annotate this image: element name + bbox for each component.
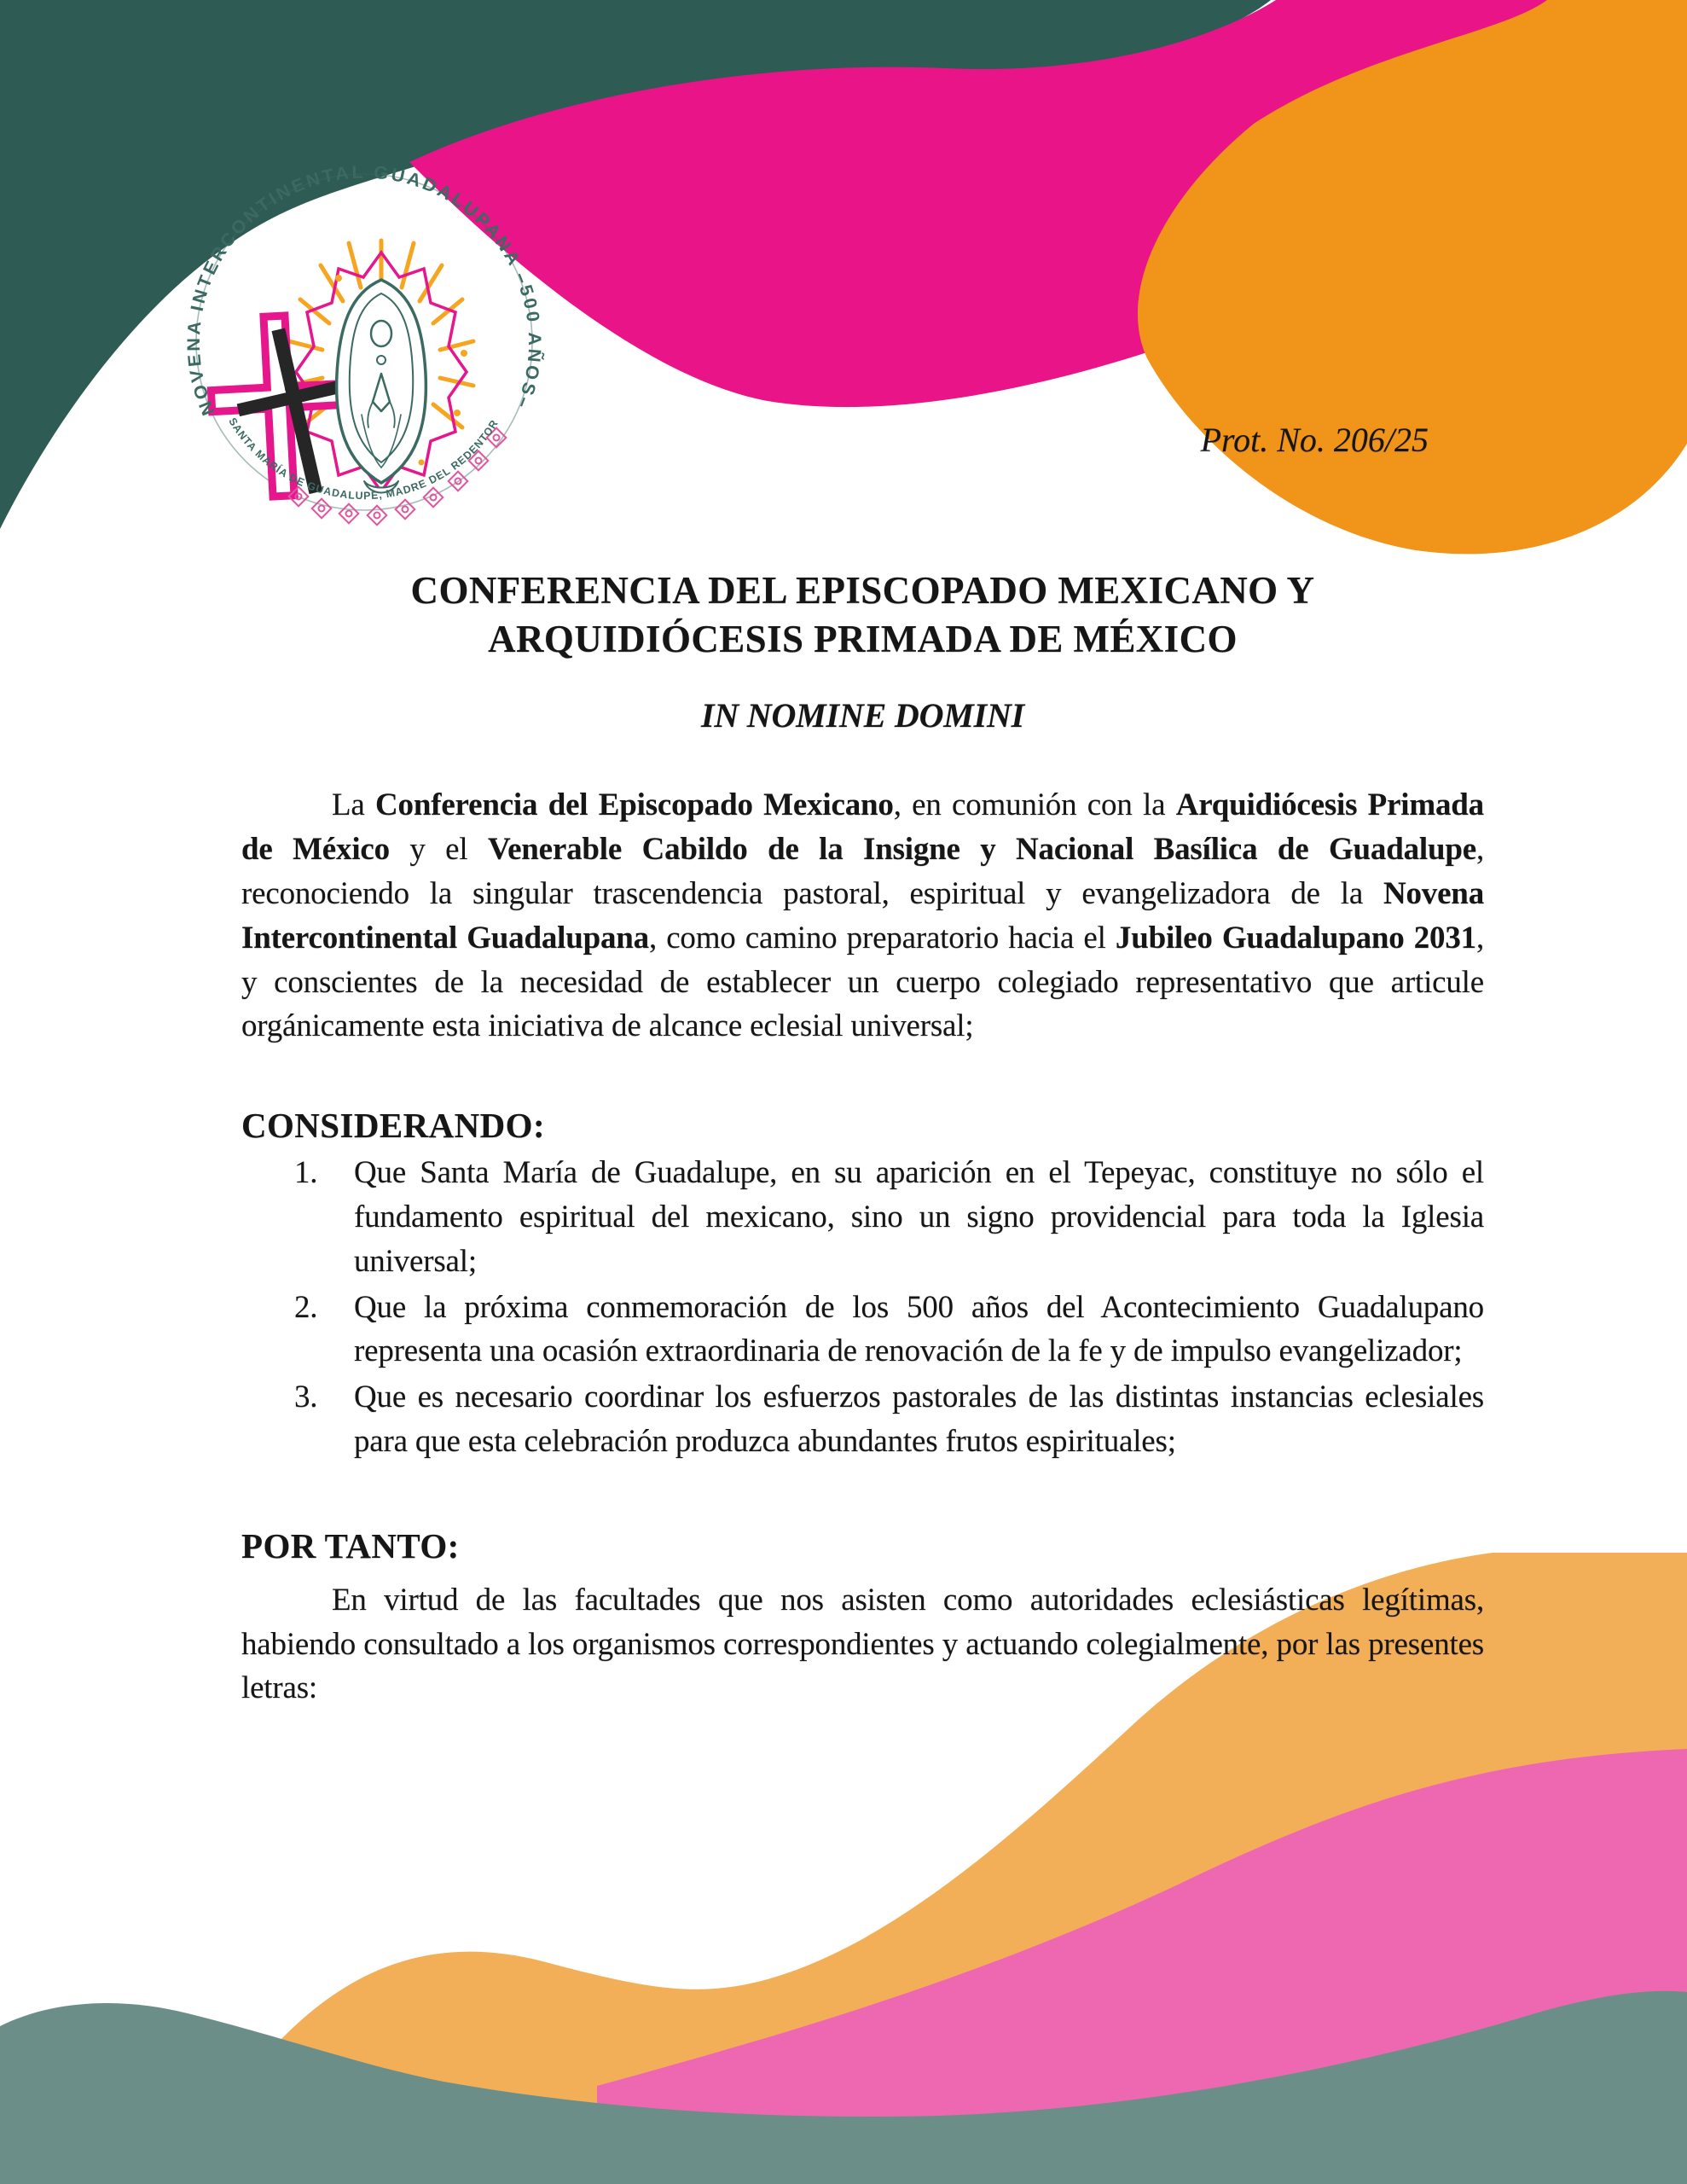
list-item-text: Que Santa María de Guadalupe, en su aparición en el Tepeyac, constituye no sólo el fundamento espiritual del mexicano, sino un signo providencial para toda la Iglesia universal; <box>354 1155 1484 1279</box>
list-item-text: Que la próxima conmemoración de los 500 años del Acontecimiento Guadalupano representa una ocasión extraordinaria de renovación de la fe y de impulso evangelizador; <box>354 1289 1484 1369</box>
opening-bold-novena: Novena Intercontinental Guadalupana <box>241 875 1484 956</box>
list-item <box>241 1286 1484 1374</box>
list-item-number: 3. <box>294 1380 318 1415</box>
opening-bold-cabildo: Venerable Cabildo de la Insigne y Nacional Basílica de Guadalupe <box>487 832 1476 868</box>
logo-arc-top-text: NOVENA INTERCONTINENTAL GUADALUPANA –500 AÑOS– <box>183 162 545 419</box>
opening-bold-arquidiocesis: Arquidiócesis Primada de México <box>241 787 1484 868</box>
list-item-number: 1. <box>294 1155 318 1191</box>
document-subtitle: IN NOMINE DOMINI <box>700 696 1025 735</box>
list-item-number: 2. <box>294 1289 318 1325</box>
opening-bold-jubileo: Jubileo Guadalupano 2031 <box>1115 920 1476 956</box>
virgin-of-guadalupe-icon <box>337 280 426 493</box>
opening-bold-cem: Conferencia del Episcopado Mexicano <box>375 787 894 823</box>
guadalupe-logo <box>164 159 558 527</box>
logo-arc-bottom-text: SANTA MARÍA DE GUADALUPE, MADRE DEL REDENTOR <box>226 415 501 502</box>
list-item <box>241 1375 1484 1464</box>
title-line-2: ARQUIDIÓCESIS PRIMADA DE MÉXICO <box>488 617 1238 660</box>
opening-paragraph: La Conferencia del Episcopado Mexicano, en comunión con la Arquidiócesis Primada de México y el Venerable Cabildo de la Insigne y Nacional Basílica de Guadalupe, reconociendo la singular trascendencia pastoral, espiritual y evangelizadora de la Novena Intercontinental Guadalupana, como camino preparatorio hacia el Jubileo Guadalupano 2031, y conscientes de la necesidad de establecer un cuerpo colegiado representativo que articule orgánicamente esta iniciativa de alcance eclesial universal; <box>241 787 1484 1044</box>
document-body <box>241 566 1484 1711</box>
portanto-heading: POR TANTO: <box>241 1525 460 1565</box>
list-item-text: Que es necesario coordinar los esfuerzos pastorales de las distintas instancias eclesiales para que esta celebración produzca abundantes frutos espirituales; <box>354 1380 1484 1459</box>
considerando-list <box>241 1151 1484 1464</box>
opening-text: La <box>332 787 376 823</box>
title-line-1: CONFERENCIA DEL EPISCOPADO MEXICANO Y <box>410 569 1315 612</box>
document-title <box>241 566 1484 663</box>
protocol-number: Prot. No. 206/25 <box>1200 421 1429 459</box>
considerando-heading: CONSIDERANDO: <box>241 1106 546 1146</box>
closing-paragraph: En virtud de las facultades que nos asisten como autoridades eclesiásticas legítimas, habiendo consultado a los organismos correspondientes y actuando colegialmente, por las presentes letras: <box>241 1582 1484 1706</box>
list-item <box>241 1151 1484 1283</box>
